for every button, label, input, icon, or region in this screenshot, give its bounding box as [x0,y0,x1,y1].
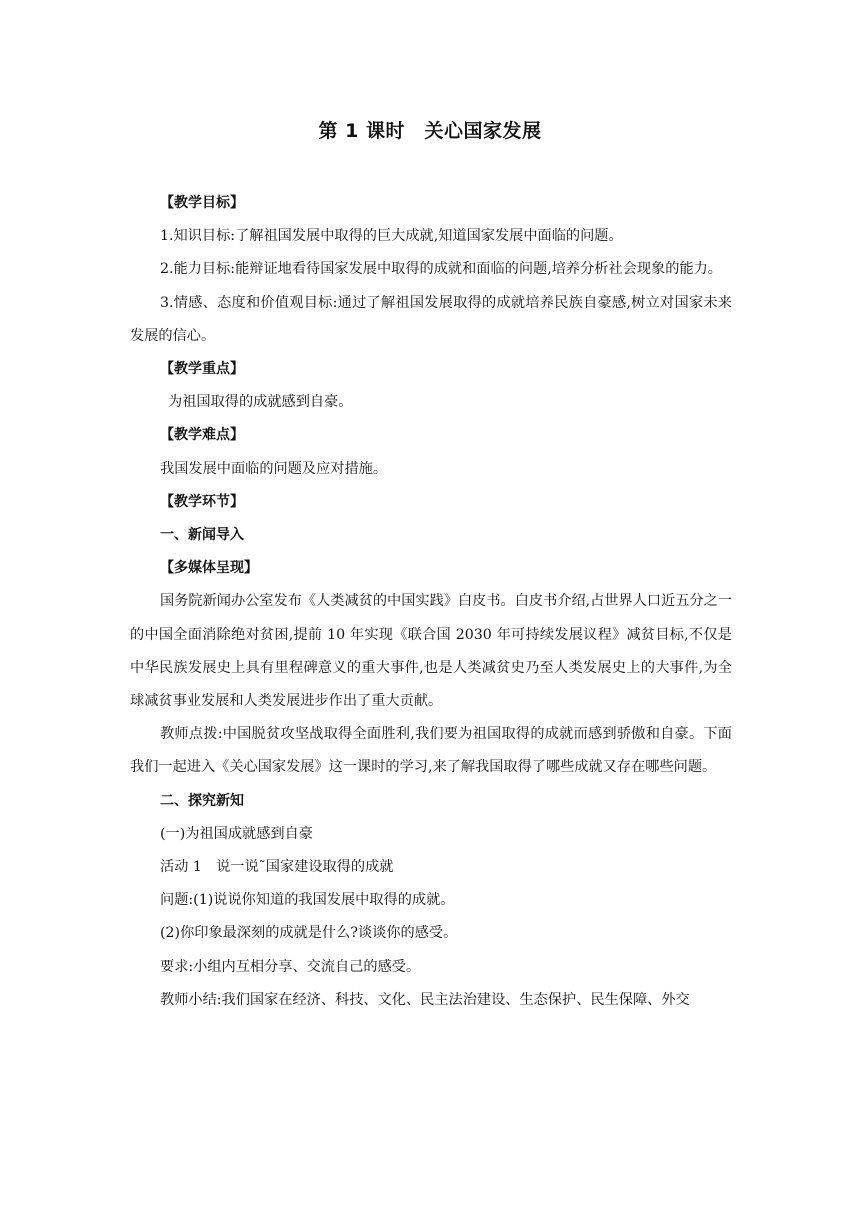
document-body [130,187,732,1017]
section-heading-multimedia: 【多媒体呈现】 [160,560,258,577]
paragraph-key-point: 为祖国取得的成就感到自豪。 [168,394,353,411]
paragraph-knowledge-goal: 1.知识目标:了解祖国发展中取得的巨大成就,知道国家发展中面临的问题。 [160,228,623,245]
page-title: 第 1 课时 关心国家发展 [318,120,542,142]
paragraph-teacher-summary: 教师小结:我们国家在经济、科技、文化、民主法治建设、生态保护、民生保障、外交 [160,991,690,1008]
paragraph-white-paper: 国务院新闻办公室发布《人类减贫的中国实践》白皮书。白皮书介绍,占世界人口近五分之一的中国全面消除绝对贫困,提前 10 年实现《联合国 2030 年可持续发展议程》减贫目标,不仅是中华民族发展史上具有里程碑意义的重大事件,也是人类减贫史乃至人类发展史上的大事件,为全球减贫事业发展和人类发展进步作出了重大贡献。 [130,593,733,710]
paragraph-emotion-goal: 3.情感、态度和价值观目标:通过了解祖国发展取得的成就培养民族自豪感,树立对国家未来发展的信心。 [130,294,732,344]
section-heading-news-intro: 一、新闻导入 [160,527,244,544]
paragraph-requirement: 要求:小组内互相分享、交流自己的感受。 [160,958,421,975]
section-heading-difficulty: 【教学难点】 [160,427,244,444]
paragraph-teacher-guidance: 教师点拨:中国脱贫攻坚战取得全面胜利,我们要为祖国取得的成就而感到骄傲和自豪。下面我们一起进入《关心国家发展》这一课时的学习,来了解我国取得了哪些成就又存在哪些问题。 [130,726,732,776]
section-heading-explore: 二、探究新知 [160,792,244,809]
section-heading-key-point: 【教学重点】 [160,361,244,378]
paragraph-question-2: (2)你印象最深刻的成就是什么?谈谈你的感受。 [160,925,458,942]
section-heading-process: 【教学环节】 [160,493,244,510]
paragraph-activity-1: 活动 1 说一说˜国家建设取得的成就 [160,859,394,876]
paragraph-question-1: 问题:(1)说说你知道的我国发展中取得的成就。 [160,892,455,909]
paragraph-subsection-pride: (一)为祖国成就感到自豪 [160,825,313,842]
paragraph-ability-goal: 2.能力目标:能辩证地看待国家发展中取得的成就和面临的问题,培养分析社会现象的能力。 [160,261,722,278]
paragraph-difficulty: 我国发展中面临的问题及应对措施。 [160,460,388,477]
section-heading-objectives: 【教学目标】 [160,195,244,211]
